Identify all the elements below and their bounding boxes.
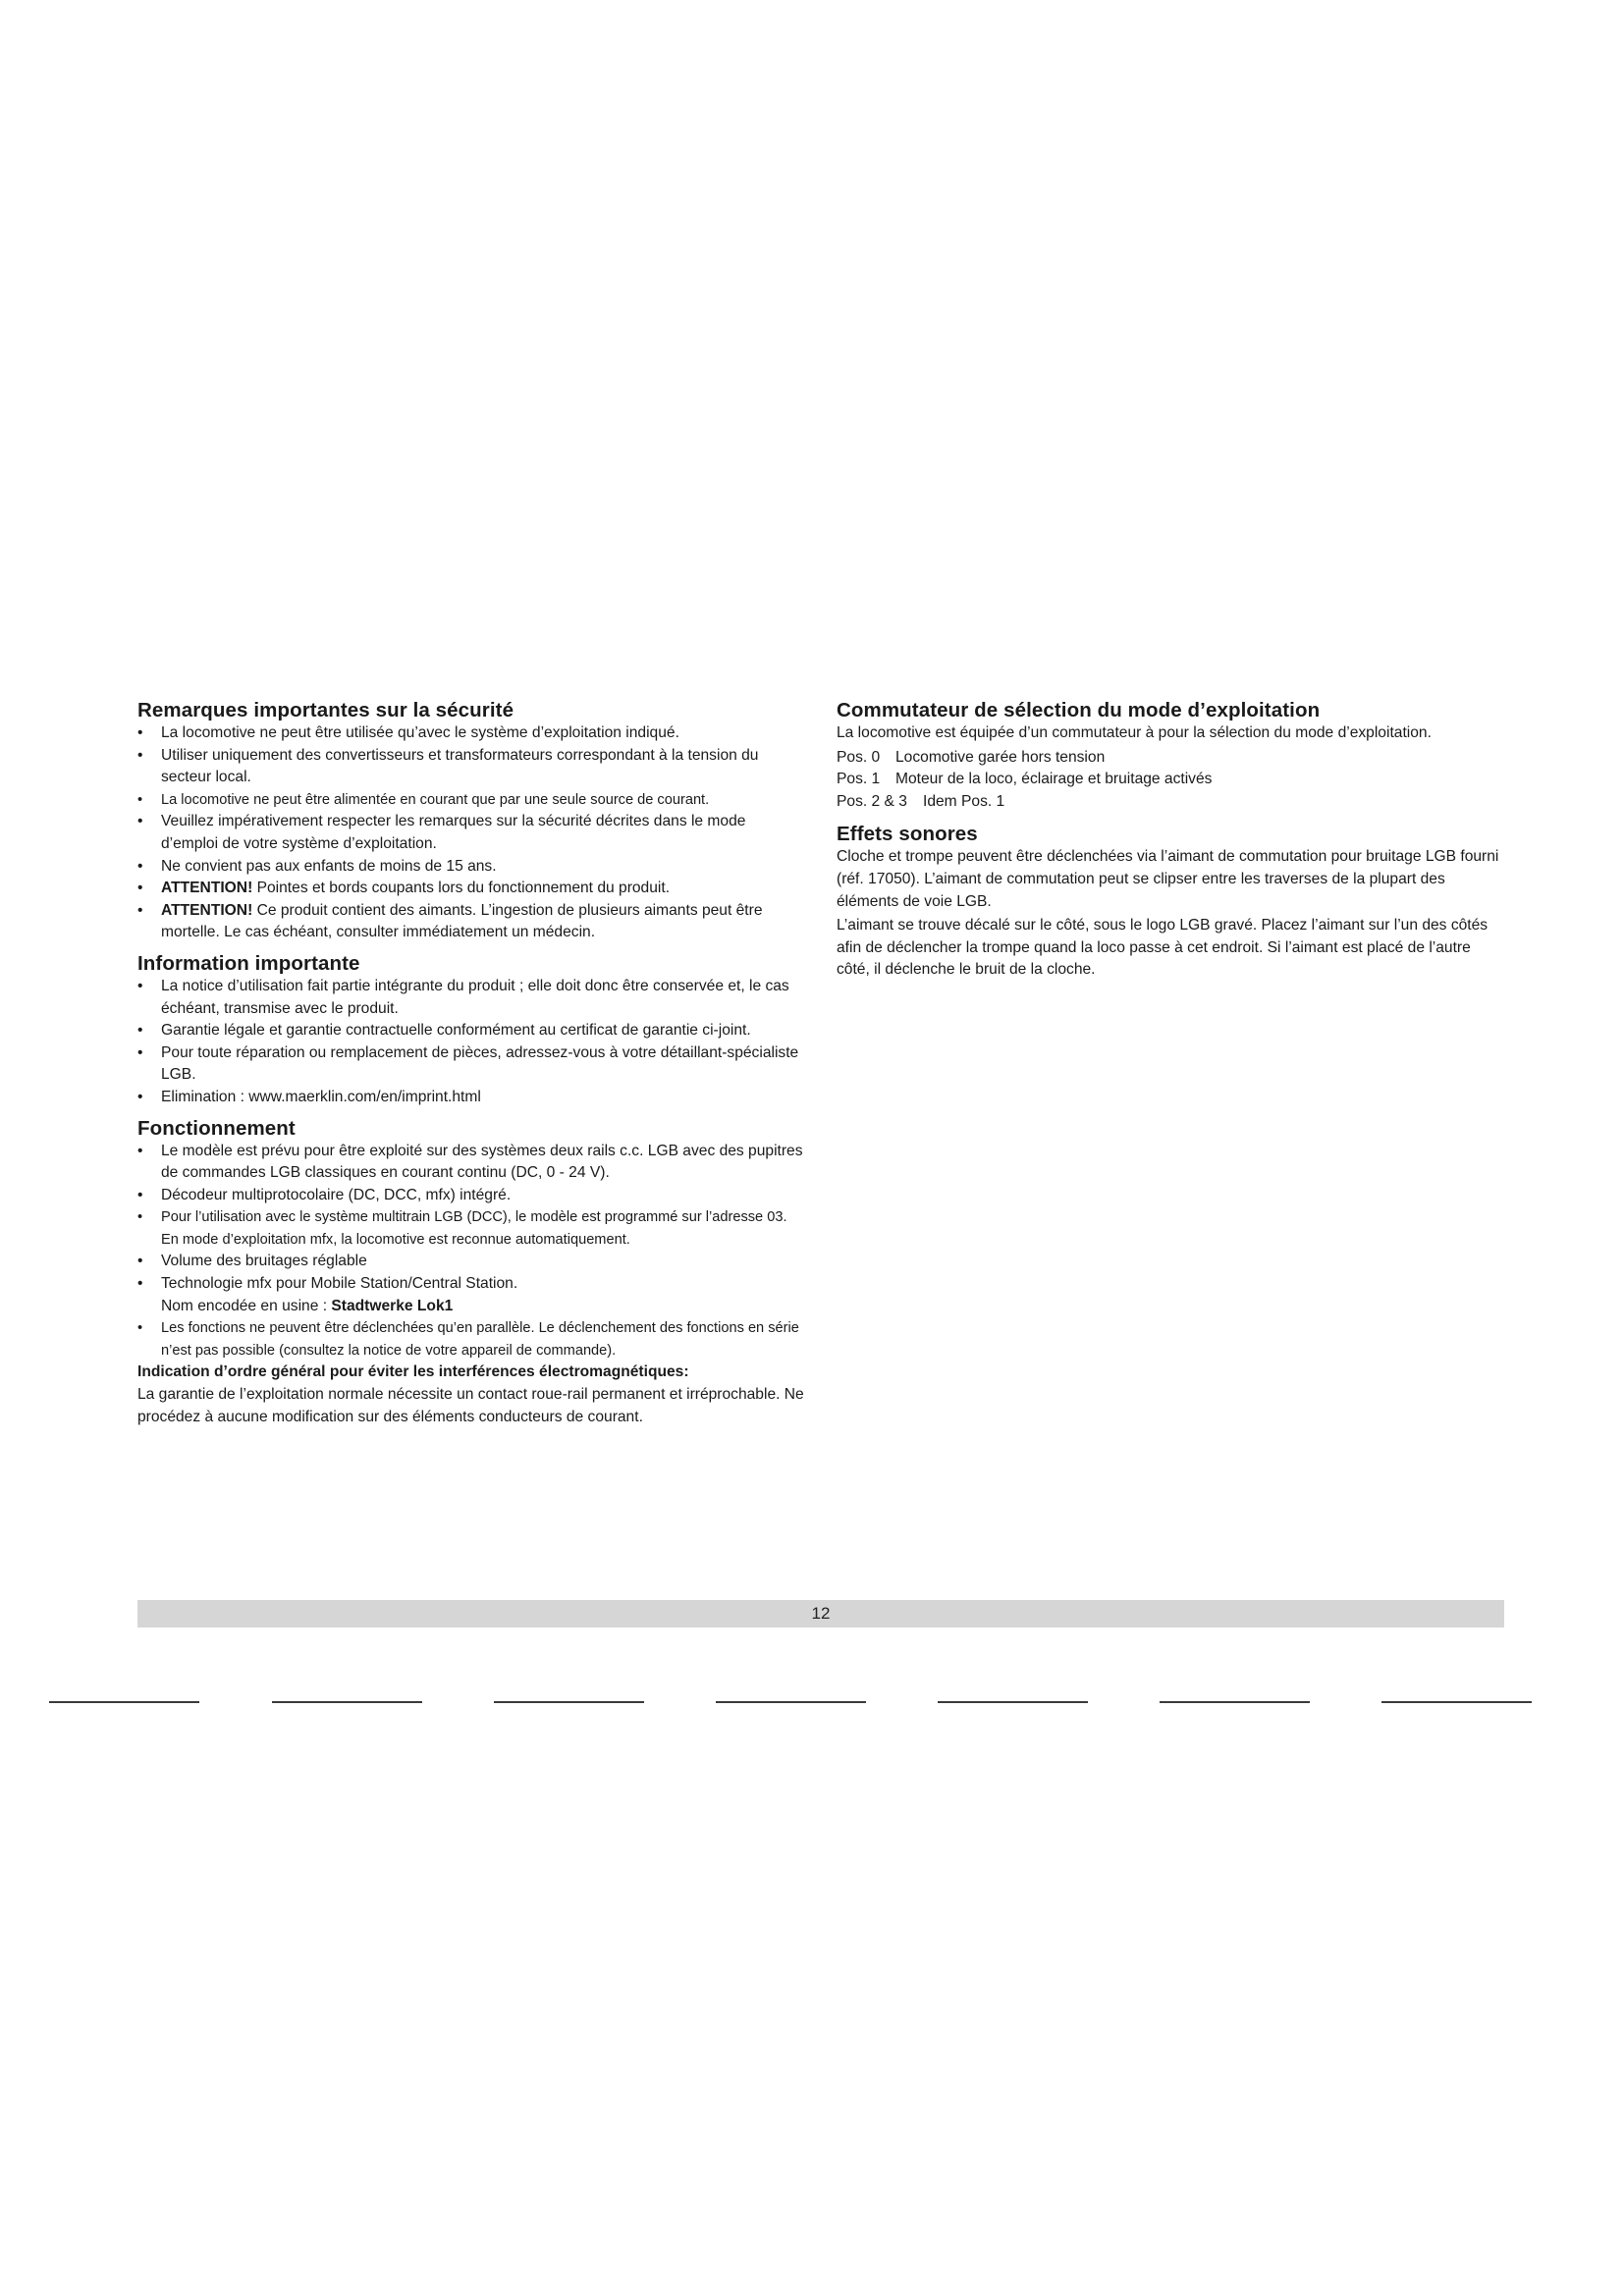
bottom-rule-segment [1381,1701,1532,1703]
bottom-rule-segment [494,1701,644,1703]
attention-item: • ATTENTION! Pointes et bords coupants lors du fonctionnement du produit. [137,878,805,900]
info-list [137,976,805,1109]
safety-list [137,722,805,944]
list-item: • Utiliser uniquement des convertisseurs et transformateurs correspondant à la tension du secteur local. [137,745,805,789]
left-column [137,699,805,1436]
list-item: • Technologie mfx pour Mobile Station/Central Station. Nom encodée en usine : Stadtwerke Lok1 [137,1273,805,1317]
list-item: • Elimination : www.maerklin.com/en/imprint.html [137,1087,805,1109]
list-item: • La notice d’utilisation fait partie intégrante du produit ; elle doit donc être conservée et, le cas échéant, transmise avec le produit. [137,976,805,1020]
bottom-rule-segment [938,1701,1088,1703]
page-number: 12 [811,1604,831,1623]
list-item: • Pour toute réparation ou remplacement de pièces, adressez-vous à votre détaillant-spécialiste LGB. [137,1042,805,1087]
mode-section [837,699,1504,813]
position-row: Pos. 2 & 3 Idem Pos. 1 [837,792,1005,810]
list-item: • Les fonctions ne peuvent être déclenchées qu’en parallèle. Le déclenchement des fonctions en série n’est pas possible (consultez la notice de votre appareil de commande). [137,1317,805,1362]
emi-heading: Indication d’ordre général pour éviter les interférences électromagnétiques: [137,1363,689,1381]
info-section [137,952,805,1109]
list-item: • Pour l’utilisation avec le système multitrain LGB (DCC), le modèle est programmé sur l’adresse 03. En mode d’exploitation mfx, la locomotive est reconnue automatiquement. [137,1206,805,1251]
factory-name-value: Stadtwerke Lok1 [331,1297,454,1314]
list-item: • Décodeur multiprotocolaire (DC, DCC, mfx) intégré. [137,1185,805,1207]
mode-heading: Commutateur de sélection du mode d’exploitation [837,699,1321,721]
sound-paragraph-2: L’aimant se trouve décalé sur le côté, sous le logo LGB gravé. Placez l’aimant sur l’un des côtés afin de déclencher la trompe quand la loco passe à cet endroit. Si l’aimant est placé de l’autre côté, il déclenche le bruit de la cloche. [837,917,1489,979]
sound-paragraph-1: Cloche et trompe peuvent être déclenchées via l’aimant de commutation pour bruitage LGB fourni (réf. 17050). L’aimant de commutation peut se clipser entre les traverses de la plupart des éléments de voie LGB. [837,848,1499,910]
function-section [137,1117,805,1429]
list-item: • Le modèle est prévu pour être exploité sur des systèmes deux rails c.c. LGB avec des pupitres de commandes LGB classiques en courant continu (DC, 0 - 24 V). [137,1141,805,1185]
sound-section [837,823,1504,982]
function-list [137,1141,805,1362]
list-item: • Volume des bruitages réglable [137,1251,805,1273]
list-item: • Veuillez impérativement respecter les remarques sur la sécurité décrites dans le mode d’emploi de votre système d’exploitation. [137,811,805,855]
position-row: Pos. 1 Moteur de la loco, éclairage et bruitage activés [837,771,1213,788]
position-row: Pos. 0 Locomotive garée hors tension [837,748,1106,766]
attention-item: • ATTENTION! Ce produit contient des aimants. L’ingestion de plusieurs aimants peut être mortelle. Le cas échéant, consulter immédiatement un médecin. [137,900,805,944]
safety-section [137,699,805,944]
bottom-rule-segment [49,1701,199,1703]
right-column [837,699,1504,989]
bottom-rule-segment [1160,1701,1310,1703]
list-item: • Ne convient pas aux enfants de moins de 15 ans. [137,856,805,879]
bottom-rule-segment [716,1701,866,1703]
safety-heading: Remarques importantes sur la sécurité [137,699,514,721]
list-item: • La locomotive ne peut être alimentée en courant que par une seule source de courant. [137,789,805,812]
mode-intro: La locomotive est équipée d’un commutateur à pour la sélection du mode d’exploitation. [837,724,1432,741]
bottom-rule-segment [272,1701,422,1703]
info-heading: Information importante [137,951,360,975]
factory-name-label: Nom encodée en usine : [161,1297,332,1314]
list-item: • Garantie légale et garantie contractuelle conformément au certificat de garantie ci-joint. [137,1020,805,1042]
page-footer-bar [137,1600,1504,1628]
function-heading: Fonctionnement [137,1116,296,1140]
emi-text: La garantie de l’exploitation normale nécessite un contact roue-rail permanent et irréprochable. Ne procédez à aucune modification sur des éléments conducteurs de courant. [137,1386,804,1425]
sound-heading: Effets sonores [837,823,978,846]
list-item: • La locomotive ne peut être utilisée qu’avec le système d’exploitation indiqué. [137,722,805,745]
